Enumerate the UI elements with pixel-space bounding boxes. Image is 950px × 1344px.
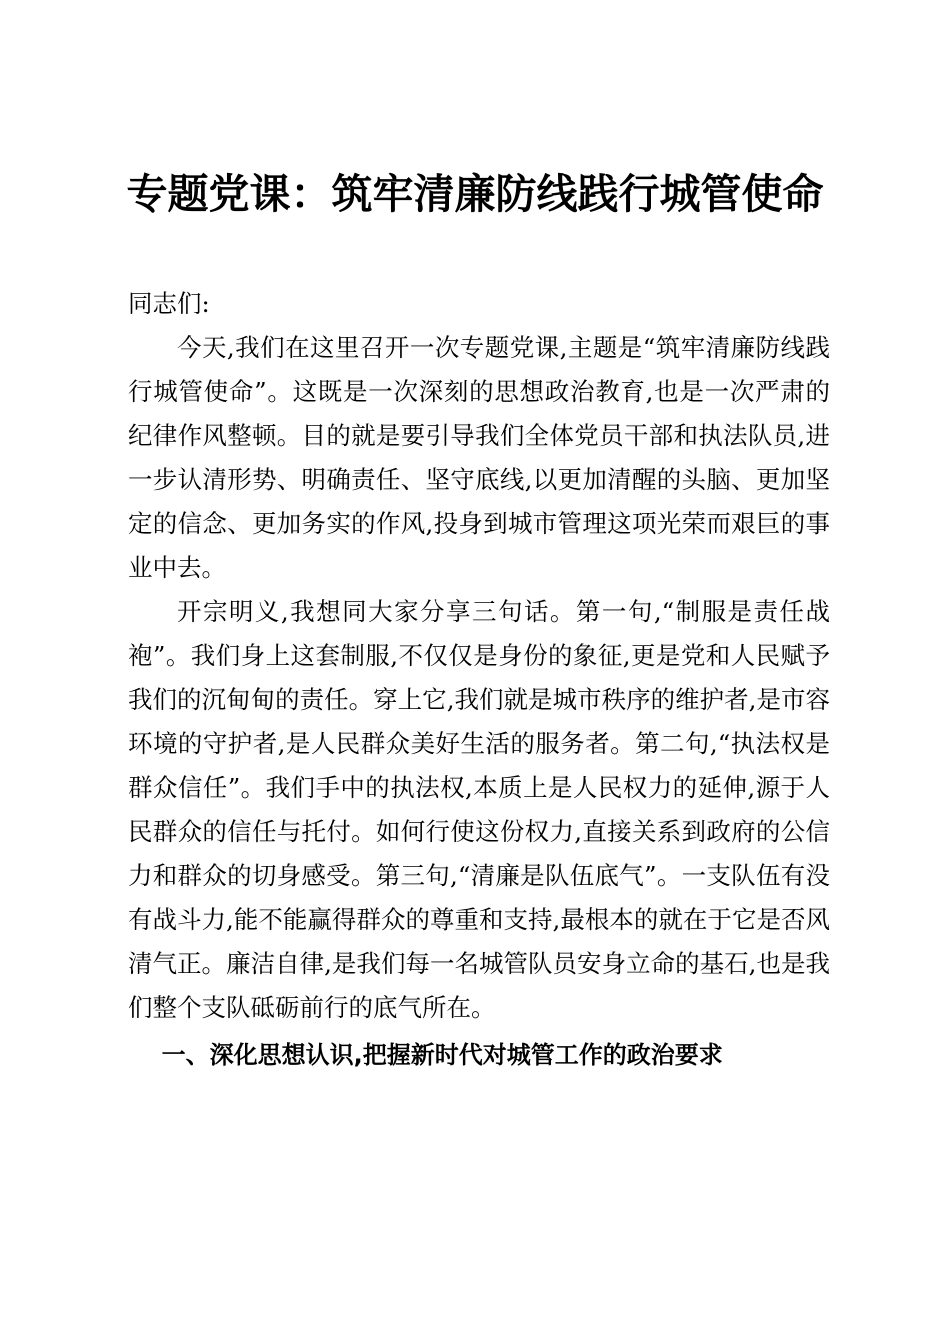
paragraph-three-sentences: 开宗明义,我想同大家分享三句话。第一句,“制服是责任战袍”。我们身上这套制服,不仅仅是身份的象征,更是党和人民赋予我们的沉甸甸的责任。穿上它,我们就是城市秩序的维护者,是市容环境的守护者,是人民群众美好生活的服务者。第二句,“执法权是群众信任”。我们手中的执法权,本质上是人民权力的延伸,源于人民群众的信任与托付。如何行使这份权力,直接关系到政府的公信力和群众的切身感受。第三句,“清廉是队伍底气”。一支队伍有没有战斗力,能不能赢得群众的尊重和支持,最根本的就在于它是否风清气正。廉洁自律,是我们每一名城管队员安身立命的基石,也是我们整个支队砥砺前行的底气所在。 — [128, 597, 830, 1022]
paragraph-intro: 今天,我们在这里召开一次专题党课,主题是“筑牢清廉防线践行城管使命”。这既是一次深刻的思想政治教育,也是一次严肃的纪律作风整顿。目的就是要引导我们全体党员干部和执法队员,进一步认清形势、明确责任、坚守底线,以更加清醒的头脑、更加坚定的信念、更加务实的作风,投身到城市管理这项光荣而艰巨的事业中去。 — [128, 333, 830, 582]
document-body — [128, 282, 830, 1080]
document-title: 专题党课：筑牢清廉防线践行城管使命 — [126, 170, 824, 218]
section-heading-1: 一、深化思想认识,把握新时代对城管工作的政治要求 — [161, 1041, 723, 1069]
salutation: 同志们: — [128, 289, 210, 318]
